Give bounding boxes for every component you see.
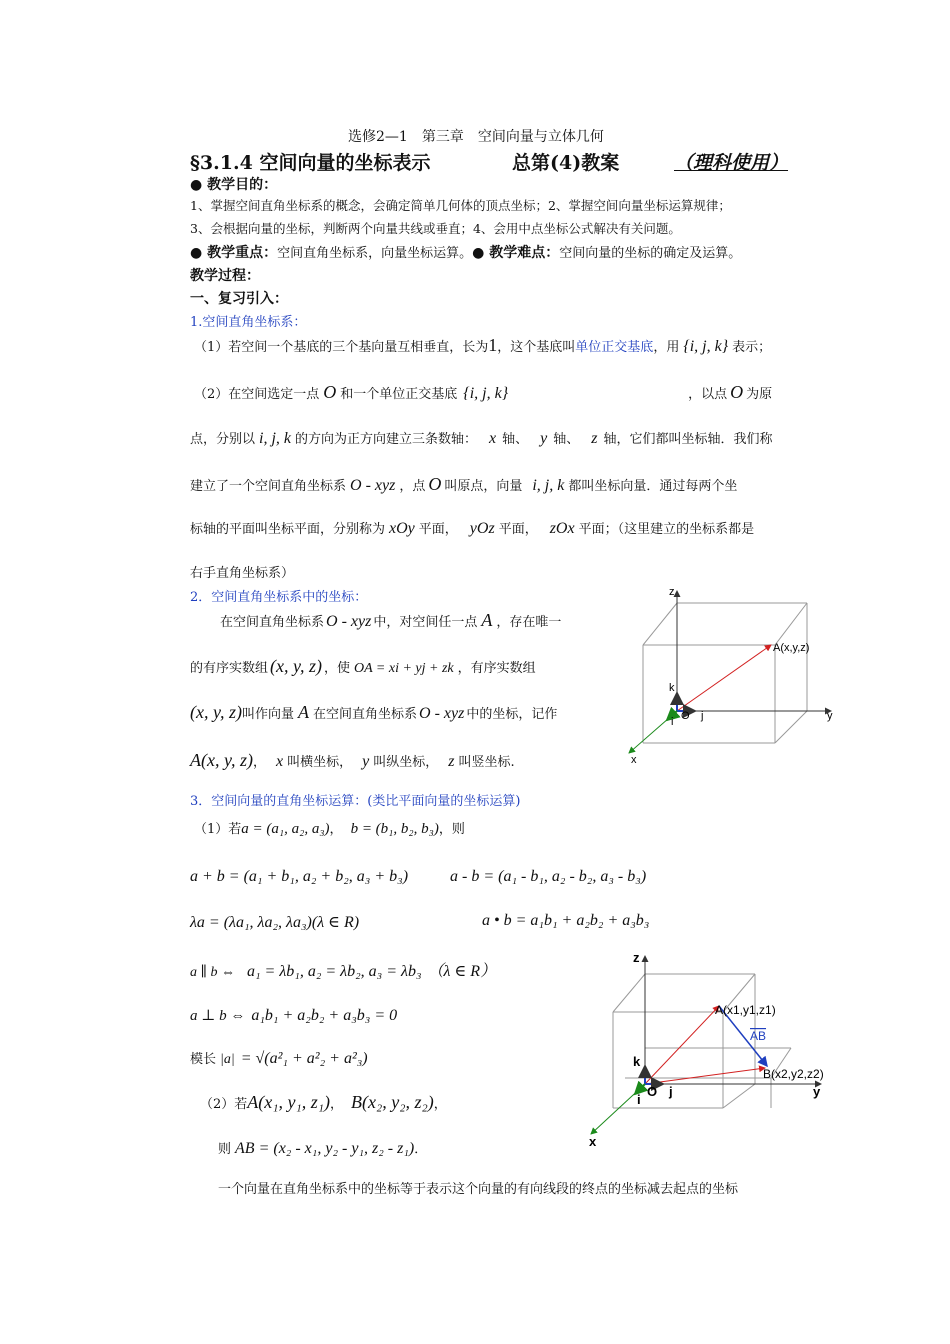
objectives-line-2: 3、会根据向量的坐标，判断两个向量共线或垂直；4、会用中点坐标公式解决有关问题。 (190, 221, 681, 236)
vector-OA (645, 1006, 719, 1084)
math-mod-eq: = √(a²₁ + a²₂ + a²₃) (240, 1050, 368, 1067)
text: ，则 (438, 822, 465, 837)
section1-line-6: 右手直角坐标系） (190, 566, 295, 581)
text: 叫原点，向量 (444, 479, 523, 494)
text: 表示； (732, 340, 772, 355)
section1-line-5 (190, 518, 754, 538)
text: 叫纵坐标， (373, 755, 439, 770)
difficulty-text: 空间向量的坐标的确定及运算。 (559, 246, 742, 261)
text: 的有序实数组 (190, 661, 269, 676)
math-perp-eq: a₁b₁ + a₂b₂ + a₃b₃ = 0 (251, 1007, 398, 1024)
supertitle: 选修2—1 第三章 空间向量与立体几何 (348, 129, 604, 145)
label-A: A(x1,y1,z1) (715, 1003, 776, 1017)
section1-line-1 (194, 335, 771, 356)
formula-sum: a + b = (a₁ + b₁, a₂ + b₂, a₃ + b₃) (190, 868, 409, 885)
text: 平面， (498, 522, 538, 537)
text: 标轴的平面叫坐标平面，分别称为 (190, 522, 386, 537)
math-system: O - xyz (326, 613, 372, 630)
objectives-heading: ● 教学目的： (190, 177, 278, 193)
label-i: i (671, 716, 674, 728)
section3-heading: 3．空间向量的直角坐标运算：(类比平面向量的坐标运算) (190, 794, 521, 809)
label-k: k (669, 682, 675, 694)
math-y: y (540, 430, 548, 447)
text: （2）若 (200, 1097, 248, 1112)
math-z: z (591, 430, 598, 447)
text: ，点 (399, 479, 426, 494)
text: 为原 (746, 387, 773, 402)
math-basis: {i, j, k} (463, 385, 509, 402)
math-A: A (298, 702, 309, 722)
section2-line-1 (220, 610, 561, 631)
text: 和一个单位正交基底 (340, 387, 458, 402)
math-B-coords: B(x₂, y₂, z₂) (351, 1092, 434, 1112)
math-one: 1 (488, 335, 498, 355)
term-unit-basis: 单位正交基底 (575, 340, 654, 355)
text: ，存在唯一 (496, 615, 562, 630)
label-k: k (633, 1054, 641, 1069)
math-O: O (428, 474, 442, 494)
label-B: B(x2,y2,z2) (763, 1067, 824, 1081)
label-z: z (669, 586, 675, 598)
label-O: O (647, 1084, 658, 1099)
focus-text: 空间直角坐标系，向量坐标运算。 (277, 246, 473, 261)
text: 模长 (190, 1052, 217, 1067)
text: 叫横坐标， (287, 755, 353, 770)
formula-dot: a • b = a₁b₁ + a₂b₂ + a₃b₃ (482, 912, 650, 929)
text: 点，分别以 (190, 432, 256, 447)
review-heading: 一、复习引入： (190, 291, 288, 307)
usage-note: （理科使用） (674, 152, 789, 174)
section2-line-4: A(x, y, z)， x 叫横坐标， y 叫纵坐标， z 叫竖坐标. (190, 750, 515, 770)
label-O: O (681, 710, 690, 722)
section1-line-2 (194, 382, 772, 403)
math-parallel-eq: a₁ = λb₁, a₂ = λb₂, a₃ = λb₃ (246, 963, 422, 980)
math-O: O (323, 382, 337, 402)
math-parallel-ab: a ∥ b ⇔ (190, 965, 235, 980)
math-xOy: xOy (389, 520, 415, 537)
focus-label: ● 教学重点： (190, 245, 278, 261)
math-ab-eq: AB = (x₂ - x₁, y₂ - y₁, z₂ - z₁) (235, 1140, 415, 1157)
page-title: §3.1.4 空间向量的坐标表示 (190, 152, 431, 174)
text: 轴，它们都叫坐标轴．我们称 (603, 432, 773, 447)
formula-perp (190, 1006, 397, 1025)
label-i: i (637, 1092, 641, 1107)
label-x: x (589, 1134, 597, 1149)
text: 则 (218, 1142, 232, 1157)
section1-heading: 1.空间直角坐标系： (190, 315, 307, 330)
math-parallel-cond: （λ ∈ R） (427, 963, 497, 980)
formula-modulus (190, 1048, 368, 1068)
math-x: x (276, 753, 284, 770)
text: ，使 (324, 661, 351, 676)
label-x: x (631, 754, 637, 766)
label-AB: AB (750, 1029, 767, 1043)
text: 平面， (418, 522, 458, 537)
box-edges (643, 603, 810, 743)
math-A: A (481, 610, 493, 630)
text: 中，对空间任一点 (373, 615, 478, 630)
math-z: z (448, 753, 455, 770)
math-a-vec: a = (a₁, a₂, a₃) (241, 821, 330, 837)
section2-heading: 2．空间直角坐标系中的坐标： (190, 590, 368, 605)
section3-line-3: 则 AB = (x₂ - x₁, y₂ - y₁, z₂ - z₁)． (218, 1140, 428, 1157)
text: 叫竖坐标. (458, 755, 515, 770)
label-j: j (669, 1084, 673, 1099)
math-y: y (362, 753, 370, 770)
text: ，以点 (688, 387, 728, 402)
math-basis: {i, j, k} (683, 338, 729, 355)
math-system: O - xyz (419, 705, 465, 722)
section1-line-4 (190, 474, 737, 495)
text: ，这个基底叫 (497, 340, 576, 355)
text: 中的坐标，记作 (466, 707, 558, 722)
text: （2）在空间选定一点 (194, 387, 320, 402)
math-A-coords: A(x, y, z) (190, 750, 253, 770)
label-j: j (701, 710, 704, 722)
math-ijk: i, j, k (259, 430, 292, 447)
coordinate-figure-2 (585, 948, 845, 1153)
text: 轴、 (502, 432, 529, 447)
math-ijk: i, j, k (532, 477, 565, 494)
section3-line-2: （2）若A(x₁, y₁, z₁)， B(x₂, y₂, z₂)， (200, 1092, 447, 1112)
text: 建立了一个空间直角坐标系 (190, 479, 347, 494)
math-yOz: yOz (469, 520, 495, 537)
formula-scalar: λa = (λa₁, λa₂, λa₃)(λ ∈ R) (190, 914, 360, 931)
lesson-number: 总第(4)教案 (512, 152, 620, 174)
vector-OA (677, 645, 771, 711)
math-perp-ab: a ⊥ b ⇔ (190, 1008, 246, 1024)
math-A-coords: A(x₁, y₁, z₁) (247, 1092, 331, 1112)
text: 叫作向量 (241, 707, 294, 722)
objectives-line-1: 1、掌握空间直角坐标系的概念，会确定简单几何体的顶点坐标；2、掌握空间向量坐标运算规律； (190, 198, 731, 213)
section2-line-3 (190, 702, 557, 723)
conclusion-text: 一个向量在直角坐标系中的坐标等于表示这个向量的有向线段的终点的坐标减去起点的坐标 (218, 1182, 739, 1197)
text: 在空间直角坐标系 (220, 615, 325, 630)
text: 在空间直角坐标系 (313, 707, 418, 722)
text: 平面；（这里建立的坐标系都是 (578, 522, 755, 537)
math-xyz: (x, y, z) (270, 656, 322, 676)
text: （1）若 (194, 822, 242, 837)
section3-line-1: （1）若a = (a₁, a₂, a₃)， b = (b₁, b₂, b₃)，则 (194, 821, 465, 837)
label-y: y (813, 1084, 821, 1099)
formula-diff: a - b = (a₁ - b₁, a₂ - b₂, a₃ - b₃) (450, 868, 647, 885)
math-oa-eq: OA = xi + yj + zk (354, 661, 454, 676)
text: 都叫坐标向量．通过每两个坐 (568, 479, 738, 494)
text: 的方向为正方向建立三条数轴： (295, 432, 478, 447)
text: 轴、 (553, 432, 580, 447)
section1-line-3 (190, 428, 773, 448)
label-y: y (827, 710, 833, 722)
math-x: x (489, 430, 497, 447)
math-zOx: zOx (549, 520, 575, 537)
math-b-vec: b = (b₁, b₂, b₃) (350, 821, 439, 837)
process-heading: 教学过程： (190, 268, 260, 284)
text: （1）若空间一个基底的三个基向量互相垂直，长为 (194, 340, 489, 355)
section2-line-2 (190, 656, 536, 677)
vector-OB (645, 1068, 765, 1084)
coordinate-figure-1 (625, 583, 835, 773)
math-O: O (730, 382, 744, 402)
text: ，用 (653, 340, 680, 355)
formula-parallel (190, 958, 496, 981)
label-z: z (633, 950, 640, 965)
math-mod-a: |a| (220, 1052, 235, 1067)
label-A: A(x,y,z) (773, 642, 810, 654)
difficulty-label: ● 教学难点： (472, 245, 560, 261)
focus-line (190, 242, 741, 262)
math-system: O - xyz (350, 477, 396, 494)
math-xyz: (x, y, z) (190, 702, 242, 722)
text: ，有序实数组 (457, 661, 536, 676)
